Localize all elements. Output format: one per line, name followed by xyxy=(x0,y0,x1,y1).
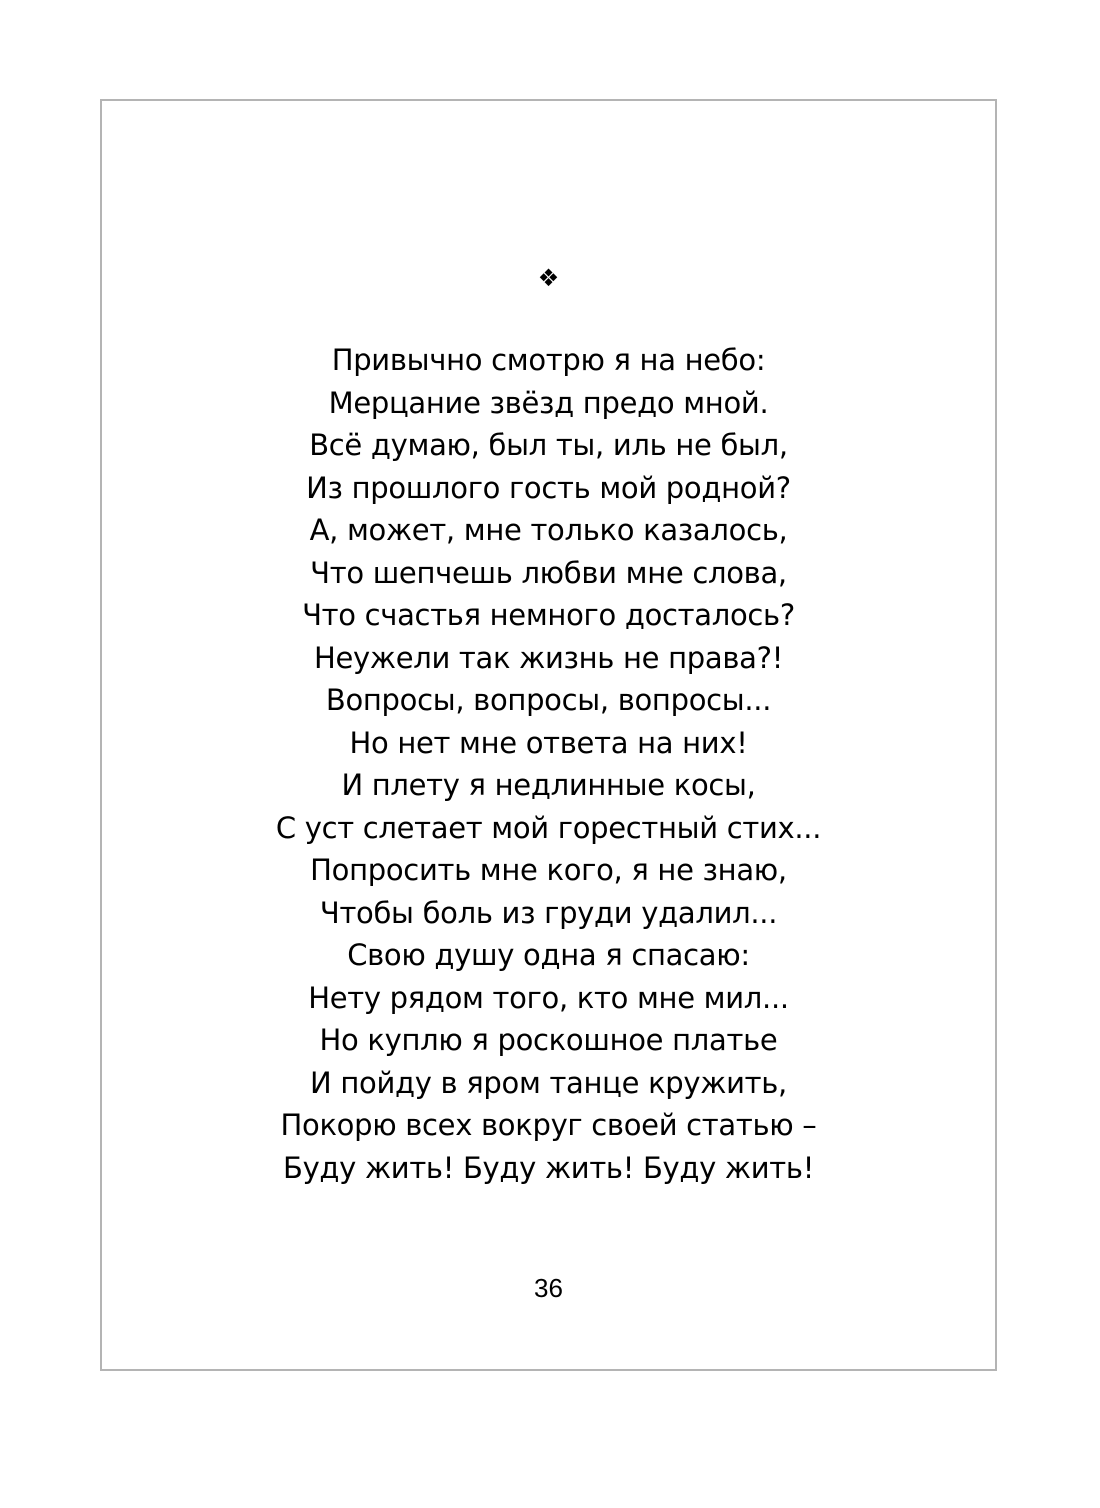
poem-line: Что счастья немного досталось? xyxy=(302,598,795,632)
poem-line: И пойду в яром танце кружить, xyxy=(310,1065,787,1100)
poem-line: Из прошлого гость мой родной? xyxy=(306,470,791,505)
poem-line: Мерцание звёзд предо мной. xyxy=(328,385,769,420)
poem xyxy=(102,339,995,1189)
poem-line: Вопросы, вопросы, вопросы... xyxy=(325,683,772,717)
poem-line: Чтобы боль из груди удалил... xyxy=(319,895,778,930)
poem-line: Неужели так жизнь не права?! xyxy=(313,640,784,675)
poem-line: Попросить мне кого, я не знаю, xyxy=(310,853,787,887)
poem-line: А, может, мне только казалось, xyxy=(309,513,788,547)
poem-line: Нету рядом того, кто мне мил... xyxy=(308,980,789,1015)
poem-line: Свою душу одна я спасаю: xyxy=(347,938,750,972)
poem-line: И плету я недлинные косы, xyxy=(341,768,756,802)
poem-line: Всё думаю, был ты, иль не был, xyxy=(309,428,788,462)
book-page xyxy=(100,99,997,1371)
poem-line: Но нет мне ответа на них! xyxy=(349,725,748,760)
ornament-icon: ❖ xyxy=(537,264,560,292)
page-number: 36 xyxy=(534,1273,563,1303)
poem-line: Но куплю я роскошное платье xyxy=(319,1023,778,1057)
poem-line: Привычно смотрю я на небо: xyxy=(331,343,766,377)
poem-line: С уст слетает мой горестный стих... xyxy=(275,810,822,845)
poem-line: Буду жить! Буду жить! Буду жить! xyxy=(282,1150,815,1185)
poem-line: Что шепчешь любви мне слова, xyxy=(310,555,787,590)
poem-line: Покорю всех вокруг своей статью – xyxy=(280,1108,817,1142)
